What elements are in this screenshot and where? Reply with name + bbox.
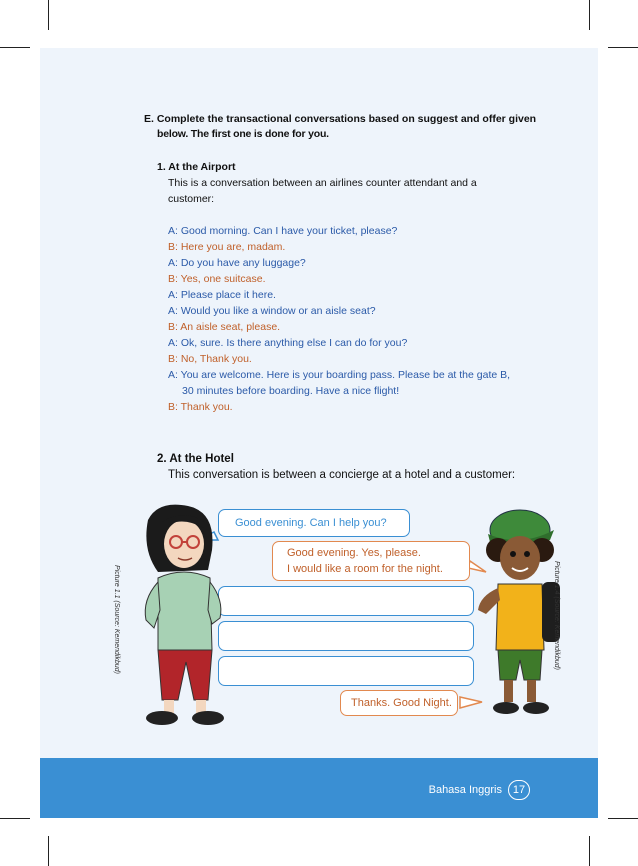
airport-desc-cont: customer:	[168, 193, 215, 205]
hotel-title: 2. At the Hotel	[157, 453, 234, 465]
dialogue-line: B: Here you are, madam.	[168, 241, 286, 253]
crop-mark	[608, 818, 638, 819]
speech-bubble-reply	[272, 541, 470, 581]
crop-mark	[48, 836, 49, 866]
page-footer	[40, 758, 598, 818]
empty-bubble-1[interactable]	[218, 586, 474, 616]
bubble-text: Thanks. Good Night.	[351, 697, 452, 709]
dialogue-line: A: Would you like a window or an aisle seat?	[168, 305, 376, 317]
dialogue-line: A: Good morning. Can I have your ticket, please?	[168, 225, 398, 237]
dialogue-line: B: Yes, one suitcase.	[168, 273, 266, 285]
right-picture-caption: Picture 1.4 (Source: Kemendikbud)	[552, 561, 560, 670]
dialogue-line-cont: 30 minutes before boarding. Have a nice flight!	[182, 385, 400, 397]
crop-mark	[589, 836, 590, 866]
page-number: 17	[508, 780, 530, 800]
bubble-text: Good evening. Yes, please.	[287, 547, 421, 559]
crop-mark	[0, 818, 30, 819]
airport-title: 1. At the Airport	[157, 161, 236, 173]
empty-bubble-3[interactable]	[218, 656, 474, 686]
left-picture-caption: Picture 1.1 (Source: Kemendikbud)	[112, 565, 120, 674]
crop-mark	[608, 47, 638, 48]
dialogue-line: B: Thank you.	[168, 401, 233, 413]
bubble-text: I would like a room for the night.	[287, 563, 443, 575]
speech-bubble-greeting	[218, 509, 410, 537]
crop-mark	[0, 47, 30, 48]
woman-illustration	[128, 500, 238, 730]
book-title: Bahasa Inggris	[428, 784, 502, 796]
dialogue-line: B: No, Thank you.	[168, 353, 252, 365]
speech-bubble-goodnight	[340, 690, 458, 716]
bubble-text: Good evening. Can I help you?	[235, 517, 387, 529]
dialogue-line: B: An aisle seat, please.	[168, 321, 281, 333]
section-heading-cont: below. The first one is done for you.	[157, 128, 329, 140]
crop-mark	[589, 0, 590, 30]
hotel-desc: This conversation is between a concierge at a hotel and a customer:	[168, 469, 516, 481]
empty-bubble-2[interactable]	[218, 621, 474, 651]
dialogue-line: A: Please place it here.	[168, 289, 276, 301]
dialogue-line: A: You are welcome. Here is your boarding pass. Please be at the gate B,	[168, 369, 511, 381]
dialogue-line: A: Do you have any luggage?	[168, 257, 306, 269]
crop-mark	[48, 0, 49, 30]
dialogue-line: A: Ok, sure. Is there anything else I can do for you?	[168, 337, 408, 349]
airport-desc: This is a conversation between an airlines counter attendant and a	[168, 177, 477, 189]
section-heading: E. Complete the transactional conversations based on suggest and offer given	[144, 113, 537, 125]
